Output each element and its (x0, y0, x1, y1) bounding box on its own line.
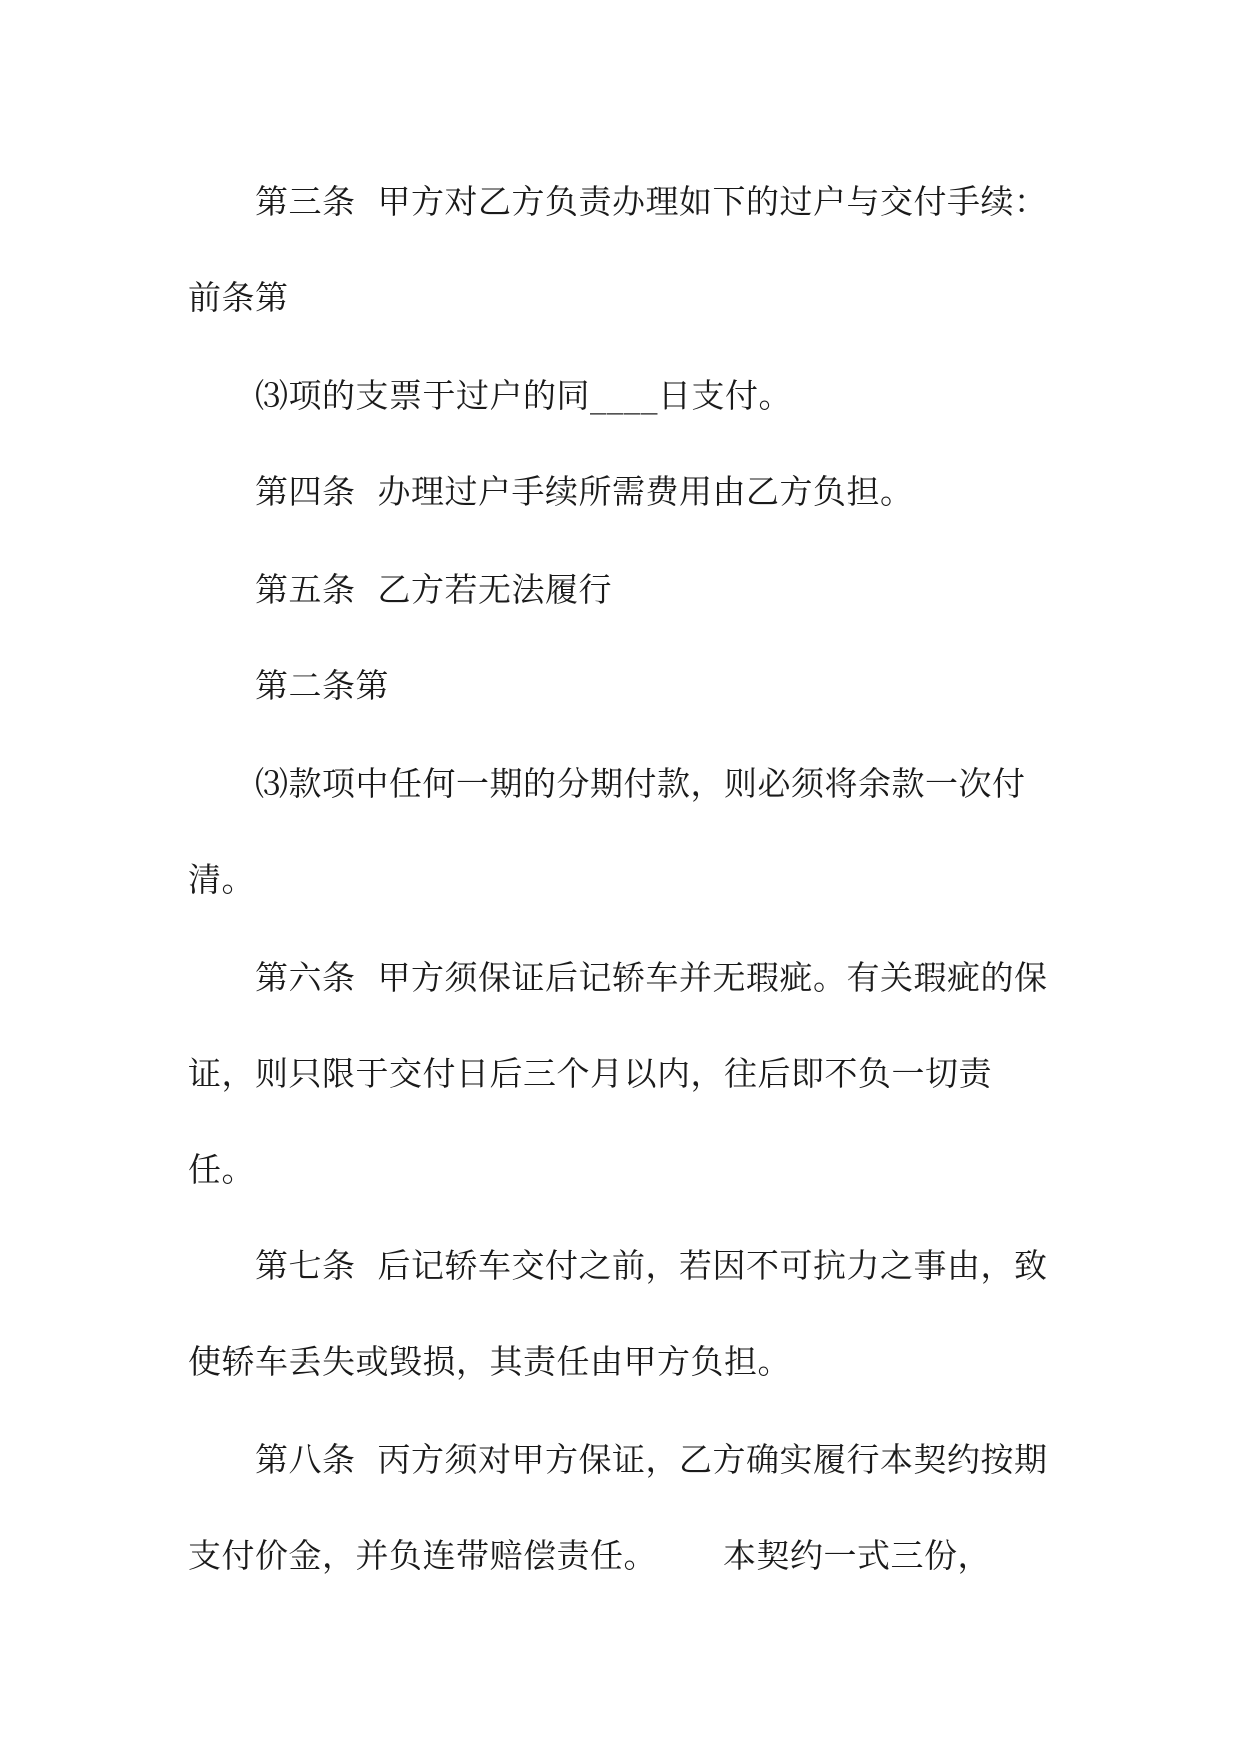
article-6-line-3: 任。 (188, 1150, 255, 1189)
article-5-line-1: 第五条 乙方若无法履行 (255, 570, 612, 609)
article-6-line-1: 第六条 甲方须保证后记轿车并无瑕疵。有关瑕疵的保 (255, 958, 1048, 997)
article-5-line-2: 第二条第 (255, 666, 389, 705)
article-8-line-2: 支付价金，并负连带赔偿责任。 本契约一式三份， (188, 1536, 991, 1575)
article-3-line-3: ⑶项的支票于过户的同____日支付。 (255, 376, 792, 415)
article-6-line-2: 证，则只限于交付日后三个月以内，往后即不负一切责 (188, 1054, 992, 1093)
article-4-line: 第四条 办理过户手续所需费用由乙方负担。 (255, 472, 914, 511)
article-5-line-4: 清。 (188, 860, 255, 899)
article-3-line-1: 第三条 甲方对乙方负责办理如下的过户与交付手续： (255, 182, 1048, 221)
article-8-line-1: 第八条 丙方须对甲方保证，乙方确实履行本契约按期 (255, 1440, 1048, 1479)
article-5-line-3: ⑶款项中任何一期的分期付款，则必须将余款一次付 (255, 764, 1026, 803)
article-3-line-2: 前条第 (188, 278, 289, 317)
article-7-line-1: 第七条 后记轿车交付之前，若因不可抗力之事由，致 (255, 1246, 1048, 1285)
article-7-line-2: 使轿车丢失或毁损，其责任由甲方负担。 (188, 1342, 791, 1381)
